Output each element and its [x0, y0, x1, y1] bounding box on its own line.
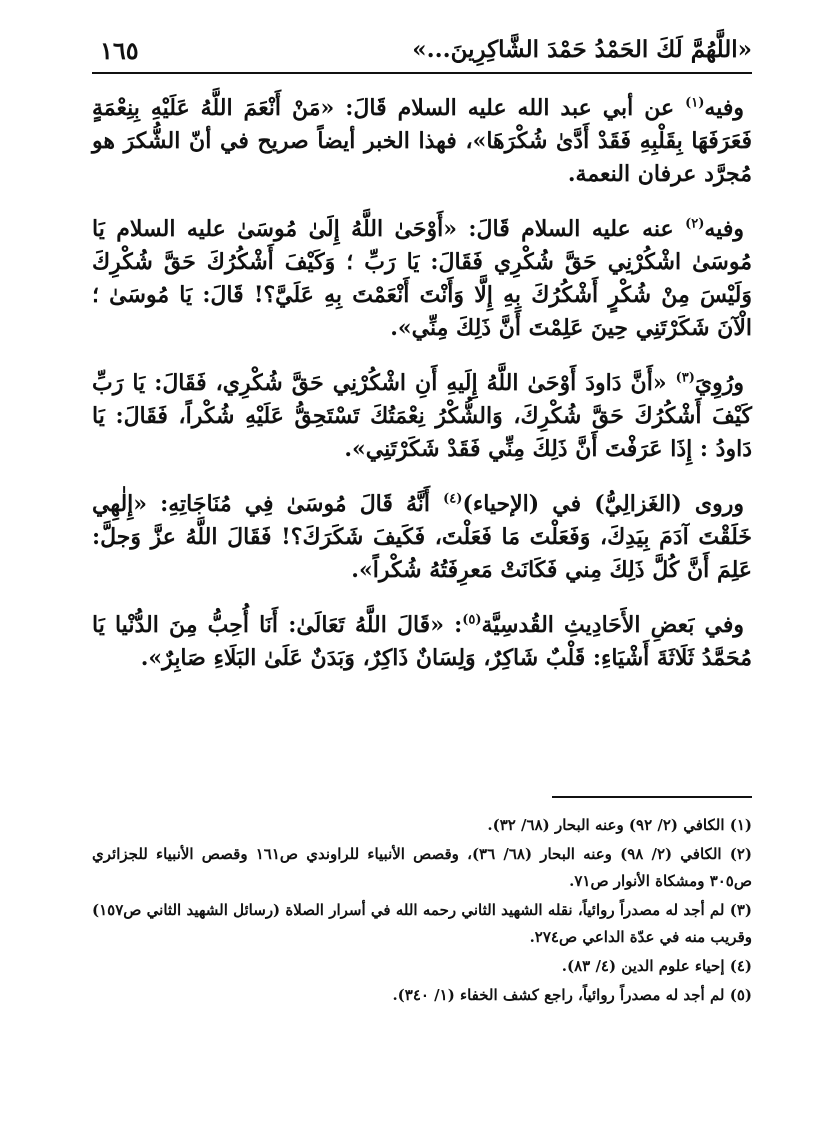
paragraph-lead: وفيه: [704, 95, 744, 121]
main-text: [92, 92, 752, 697]
running-header: [92, 30, 752, 70]
paragraph-5: [92, 609, 752, 675]
footnote-ref-1: (١): [685, 95, 705, 111]
footnote-2: (٢) الكافي (٢/ ٩٨) وعنه البحار (٦٨/ ٣٦)، وقصص الأنبياء للراوندي ص١٦١ وقصص الأنبياء للجزائري ص٣٠٥ ومشكاة الأنوار ص٧١.: [92, 845, 752, 890]
paragraph-4: [92, 488, 752, 587]
paragraph-lead: وفيه: [704, 216, 744, 242]
footnote-ref-3: (٣): [675, 370, 695, 386]
paragraph-text: عنه عليه السلام قَالَ: «أَوْحَىٰ اللَّهُ إِلَىٰ مُوسَىٰ عليه السلام يَا مُوسَىٰ اشْكُرْنِي حَقَّ شُكْرِي فَقَالَ: يَا رَبِّ ؛ وَكَيْفَ أَشْكُرُكَ حَقَّ شُكْرِكَ وَلَيْسَ مِنْ شُكْرٍ أَشْكُرُكَ بِهِ إِلَّا وَأَنْتَ أَنْعَمْتَ بِهِ عَلَيَّ؟! قَالَ: يَا مُوسَىٰ ؛ الْآنَ شَكَرْتَنِي حِينَ عَلِمْتَ أَنَّ ذَلِكَ مِنِّي».: [92, 216, 752, 341]
footnote-ref-5: (٥): [462, 612, 482, 628]
paragraph-3: [92, 367, 752, 466]
footnote-3: (٣) لم أجد له مصدراً روائياً، نقله الشهيد الثاني رحمه الله في أسرار الصلاة (رسائل الشهيد الثاني ص١٥٧) وقريب منه في عدّة الداعي ص٢٧٤.: [92, 901, 752, 946]
footnote-4: (٤) إحياء علوم الدين (٤/ ٨٣).: [561, 957, 752, 975]
header-title: «اللَّهُمَّ لَكَ الحَمْدُ حَمْدَ الشَّاكِرِينَ...»: [412, 36, 752, 63]
paragraph-2: [92, 213, 752, 345]
paragraph-lead: ورُوِيَ: [694, 370, 744, 396]
footnote-5: (٥) لم أجد له مصدراً روائياً، راجع كشف الخفاء (١/ ٣٤٠).: [392, 986, 752, 1004]
footnote-divider: [552, 796, 752, 798]
footnote-ref-4: (٤): [443, 491, 463, 507]
footnote-ref-2: (٢): [685, 216, 705, 232]
header-divider: [92, 72, 752, 74]
paragraph-text: عن أبي عبد الله عليه السلام قَالَ: «مَنْ أَنْعَمَ اللَّهُ عَلَيْهِ بِنِعْمَةٍ فَعَرَفَهَا بِقَلْبِهِ فَقَدْ أَدَّىٰ شُكْرَهَا»، فهذا الخبر أيضاً صريح في أنّ الشُّكرَ هو مُجرَّد عرفان النعمة.: [92, 95, 752, 187]
footnote-1: (١) الكافي (٢/ ٩٢) وعنه البحار (٦٨/ ٣٢).: [487, 816, 752, 834]
paragraph-lead: وفي بَعضِ الأَحَادِيثِ القُدسِيَّة: [481, 612, 744, 638]
paragraph-text: أَنَّهُ قَالَ مُوسَىٰ فِي مُنَاجَاتِهِ: «إِلٰهِي خَلَقْتَ آدَمَ بِيَدِكَ، وَفَعَلْتَ مَا فَعَلْتَ، فَكَيفَ شَكَرَكَ؟! فَقَالَ اللَّهُ عزَّ وَجلَّ: عَلِمَ أَنَّ كُلَّ ذَلِكَ مِني فَكَانَتْ مَعرِفَتُهُ شُكْراً».: [92, 491, 752, 583]
paragraph-text: «أَنَّ دَاودَ أَوْحَىٰ اللَّهُ إِلَيهِ أَنِ اشْكُرْنِي حَقَّ شُكْرِي، فَقَالَ: يَا رَبِّ كَيْفَ أَشْكُرُكَ حَقَّ شُكْرِكَ، وَالشُّكْرُ نِعْمَتُكَ تَسْتَحِقُّ عَلَيْهِ شُكْراً، فَقَالَ: يَا دَاودُ : إِذَا عَرَفْتَ أَنَّ ذَلِكَ مِنِّي فَقَدْ شَكَرْتَنِي».: [92, 370, 752, 462]
footnotes: [92, 812, 752, 1011]
paragraph-1: [92, 92, 752, 191]
paragraph-lead: وروى (الغَزالِيُّ) في (الإحياء): [462, 491, 744, 517]
paragraph-text: : «قَالَ اللَّهُ تَعَالَىٰ: أَنَا أُحِبُّ مِنَ الدُّنْيا يَا مُحَمَّدُ ثَلَاثَةَ أَشْيَاءِ: قَلْبٌ شَاكِرٌ، وَلِسَانٌ ذَاكِرٌ، وَبَدَنٌ عَلَىٰ البَلَاءِ صَابِرٌ».: [92, 612, 752, 671]
page-number: ١٦٥: [100, 36, 139, 65]
